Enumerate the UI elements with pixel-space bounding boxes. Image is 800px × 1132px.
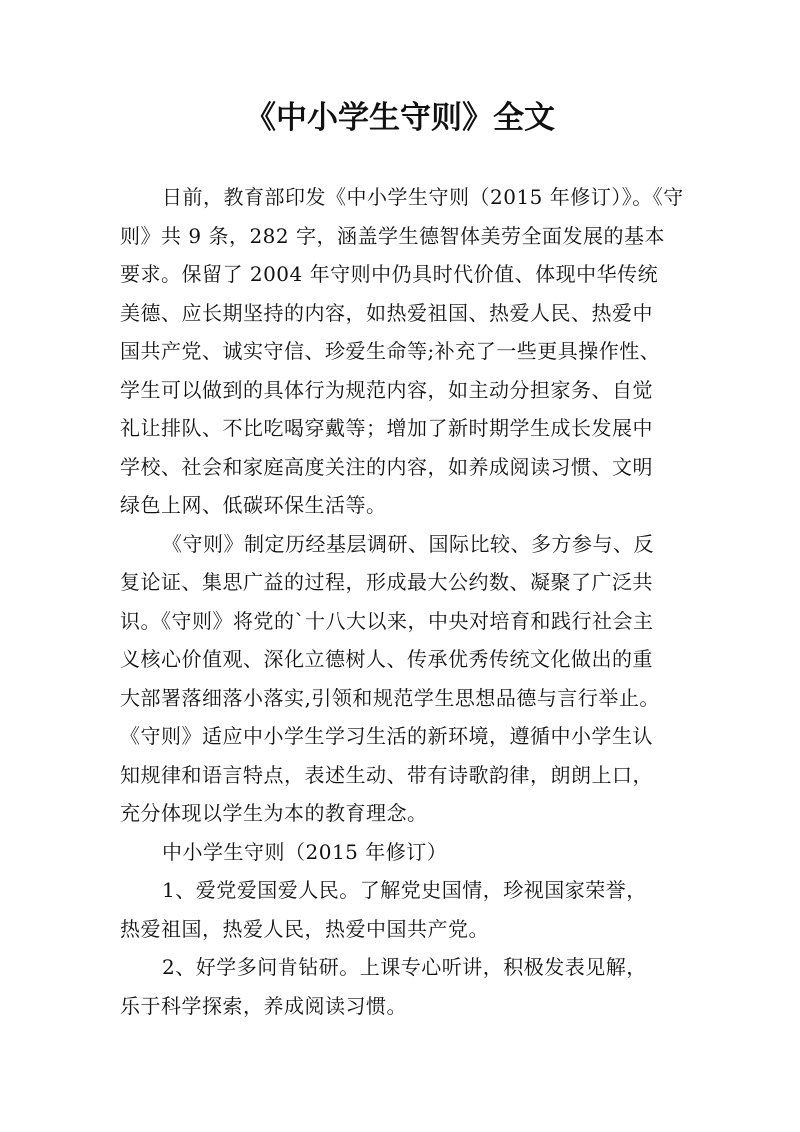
text-line: 《守则》适应中小学生学习生活的新环境，遵循中小学生认 xyxy=(120,724,653,748)
text-line: 礼让排队、不比吃喝穿戴等；增加了新时期学生成长发展中 xyxy=(120,416,653,440)
text-line: 2、好学多问肯钻研。上课专心听讲，积极发表见解， xyxy=(162,955,647,979)
paragraph-intro xyxy=(120,178,700,525)
text-line: 义核心价值观、深化立德树人、传承优秀传统文化做出的重 xyxy=(120,647,653,671)
text-line: 复论证、集思广益的过程，形成最大公约数、凝聚了广泛共 xyxy=(120,570,653,594)
text-line: 识。《守则》将党的`十八大以来，中央对培育和践行社会主 xyxy=(120,608,654,633)
text-line: 美德、应长期坚持的内容，如热爱祖国、热爱人民、热爱中 xyxy=(120,300,653,325)
text-line: 1、爱党爱国爱人民。了解党史国情，珍视国家荣誉， xyxy=(162,878,647,902)
text-line: 学生可以做到的具体行为规范内容，如主动分担家务、自觉 xyxy=(120,377,653,402)
document-body xyxy=(120,178,700,1025)
text-line: 大部署落细落小落实,引领和规范学生思想品德与言行举止。 xyxy=(120,685,660,710)
section-heading xyxy=(120,833,700,872)
text-line: 乐于科学探索，养成阅读习惯。 xyxy=(120,993,407,1018)
text-line: 则》共 9 条，282 字，涵盖学生德智体美劳全面发展的基本 xyxy=(120,223,665,248)
text-line: 日前，教育部印发《中小学生守则（2015 年修订）》。《守 xyxy=(162,185,684,209)
text-line: 国共产党、诚实守信、珍爱生命等;补充了一些更具操作性、 xyxy=(120,339,661,363)
text-line: 《守则》制定历经基层调研、国际比较、多方参与、反 xyxy=(162,531,654,556)
rule-item-1 xyxy=(120,871,700,948)
text-line: 要求。保留了 2004 年守则中仍具时代价值、体现中华传统 xyxy=(120,262,659,286)
text-line: 热爱祖国，热爱人民，热爱中国共产党。 xyxy=(120,916,489,941)
text-line: 绿色上网、低碳环保生活等。 xyxy=(120,493,387,517)
paragraph-process xyxy=(120,525,700,833)
text-line: 中小学生守则（2015 年修订） xyxy=(162,839,448,864)
rule-item-2 xyxy=(120,948,700,1025)
text-line: 充分体现以学生为本的教育理念。 xyxy=(120,801,428,825)
text-line: 知规律和语言特点，表述生动、带有诗歌韵律，朗朗上口， xyxy=(120,762,653,787)
text-line: 学校、社会和家庭高度关注的内容，如养成阅读习惯、文明 xyxy=(120,454,653,479)
document-title: 《中小学生守则》全文 xyxy=(245,100,555,136)
